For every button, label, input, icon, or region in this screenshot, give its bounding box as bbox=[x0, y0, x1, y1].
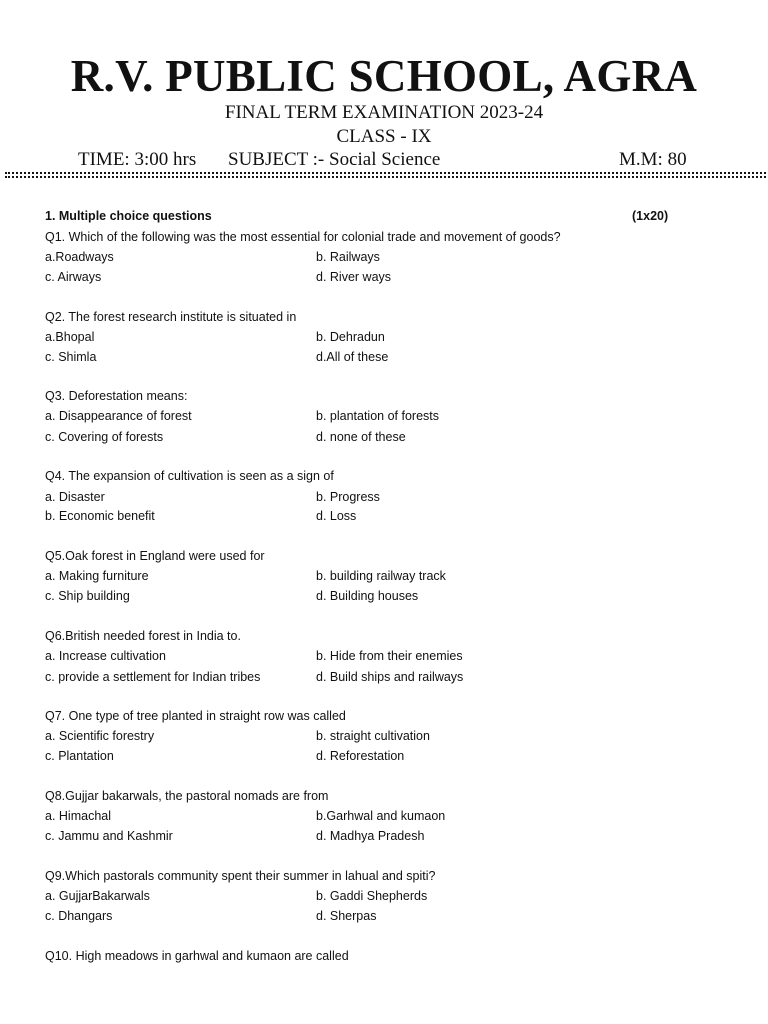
class-label: CLASS - IX bbox=[336, 126, 432, 147]
question-10: Q10. High meadows in garhwal and kumaon are called bbox=[45, 949, 349, 963]
question-8: Q8.Gujjar bakarwals, the pastoral nomads are from bbox=[45, 789, 329, 803]
q3-option-a: a. Disappearance of forest bbox=[45, 409, 192, 423]
section-title: 1. Multiple choice questions bbox=[45, 209, 212, 223]
q5-option-c: c. Ship building bbox=[45, 589, 130, 603]
q9-option-a: a. GujjarBakarwals bbox=[45, 889, 150, 903]
q9-option-c: c. Dhangars bbox=[45, 909, 113, 923]
header-divider-bottom bbox=[5, 176, 766, 178]
exam-title: FINAL TERM EXAMINATION 2023-24 bbox=[224, 102, 544, 123]
time-label: TIME: 3:00 hrs bbox=[78, 149, 197, 170]
q8-option-a: a. Himachal bbox=[45, 809, 111, 823]
q3-option-b: b. plantation of forests bbox=[316, 409, 439, 423]
max-marks-label: M.M: 80 bbox=[619, 149, 687, 170]
q1-option-c: c. Airways bbox=[45, 270, 102, 284]
q2-option-b: b. Dehradun bbox=[316, 330, 385, 344]
q5-option-a: a. Making furniture bbox=[45, 569, 149, 583]
q2-option-d: d.All of these bbox=[316, 350, 389, 364]
q6-option-c: c. provide a settlement for Indian tribes bbox=[45, 670, 261, 684]
q6-option-b: b. Hide from their enemies bbox=[316, 649, 463, 663]
question-5: Q5.Oak forest in England were used for bbox=[45, 549, 265, 563]
q7-option-a: a. Scientific forestry bbox=[45, 729, 155, 743]
subject-label: SUBJECT :- Social Science bbox=[228, 149, 441, 170]
q1-option-b: b. Railways bbox=[316, 250, 380, 264]
q5-option-b: b. building railway track bbox=[316, 569, 446, 583]
q9-option-b: b. Gaddi Shepherds bbox=[316, 889, 428, 903]
q5-option-d: d. Building houses bbox=[316, 589, 419, 603]
question-6: Q6.British needed forest in India to. bbox=[45, 629, 241, 643]
q8-option-c: c. Jammu and Kashmir bbox=[45, 829, 173, 843]
q4-option-a: a. Disaster bbox=[45, 490, 105, 504]
school-name: R.V. PUBLIC SCHOOL, AGRA bbox=[70, 51, 698, 101]
q7-option-d: d. Reforestation bbox=[316, 749, 405, 763]
q3-option-d: d. none of these bbox=[316, 430, 406, 444]
question-3: Q3. Deforestation means: bbox=[45, 389, 188, 403]
q1-option-a: a.Roadways bbox=[45, 250, 114, 264]
q2-option-c: c. Shimla bbox=[45, 350, 97, 364]
q1-option-d: d. River ways bbox=[316, 270, 392, 284]
q6-option-a: a. Increase cultivation bbox=[45, 649, 166, 663]
question-7: Q7. One type of tree planted in straight row was called bbox=[45, 709, 346, 723]
q4-option-c: b. Economic benefit bbox=[45, 509, 155, 523]
section-marks: (1x20) bbox=[632, 209, 669, 223]
header-divider-top bbox=[5, 172, 766, 174]
q7-option-c: c. Plantation bbox=[45, 749, 114, 763]
question-9: Q9.Which pastorals community spent their summer in lahual and spiti? bbox=[45, 869, 436, 883]
question-4: Q4. The expansion of cultivation is seen as a sign of bbox=[45, 469, 334, 483]
q9-option-d: d. Sherpas bbox=[316, 909, 377, 923]
question-2: Q2. The forest research institute is situated in bbox=[45, 310, 297, 324]
q3-option-c: c. Covering of forests bbox=[45, 430, 164, 444]
q7-option-b: b. straight cultivation bbox=[316, 729, 430, 743]
q8-option-b: b.Garhwal and kumaon bbox=[316, 809, 446, 823]
q4-option-b: b. Progress bbox=[316, 490, 380, 504]
question-1: Q1. Which of the following was the most essential for colonial trade and movement of goods? bbox=[45, 230, 561, 244]
q4-option-d: d. Loss bbox=[316, 509, 357, 523]
q8-option-d: d. Madhya Pradesh bbox=[316, 829, 425, 843]
q6-option-d: d. Build ships and railways bbox=[316, 670, 464, 684]
q2-option-a: a.Bhopal bbox=[45, 330, 95, 344]
